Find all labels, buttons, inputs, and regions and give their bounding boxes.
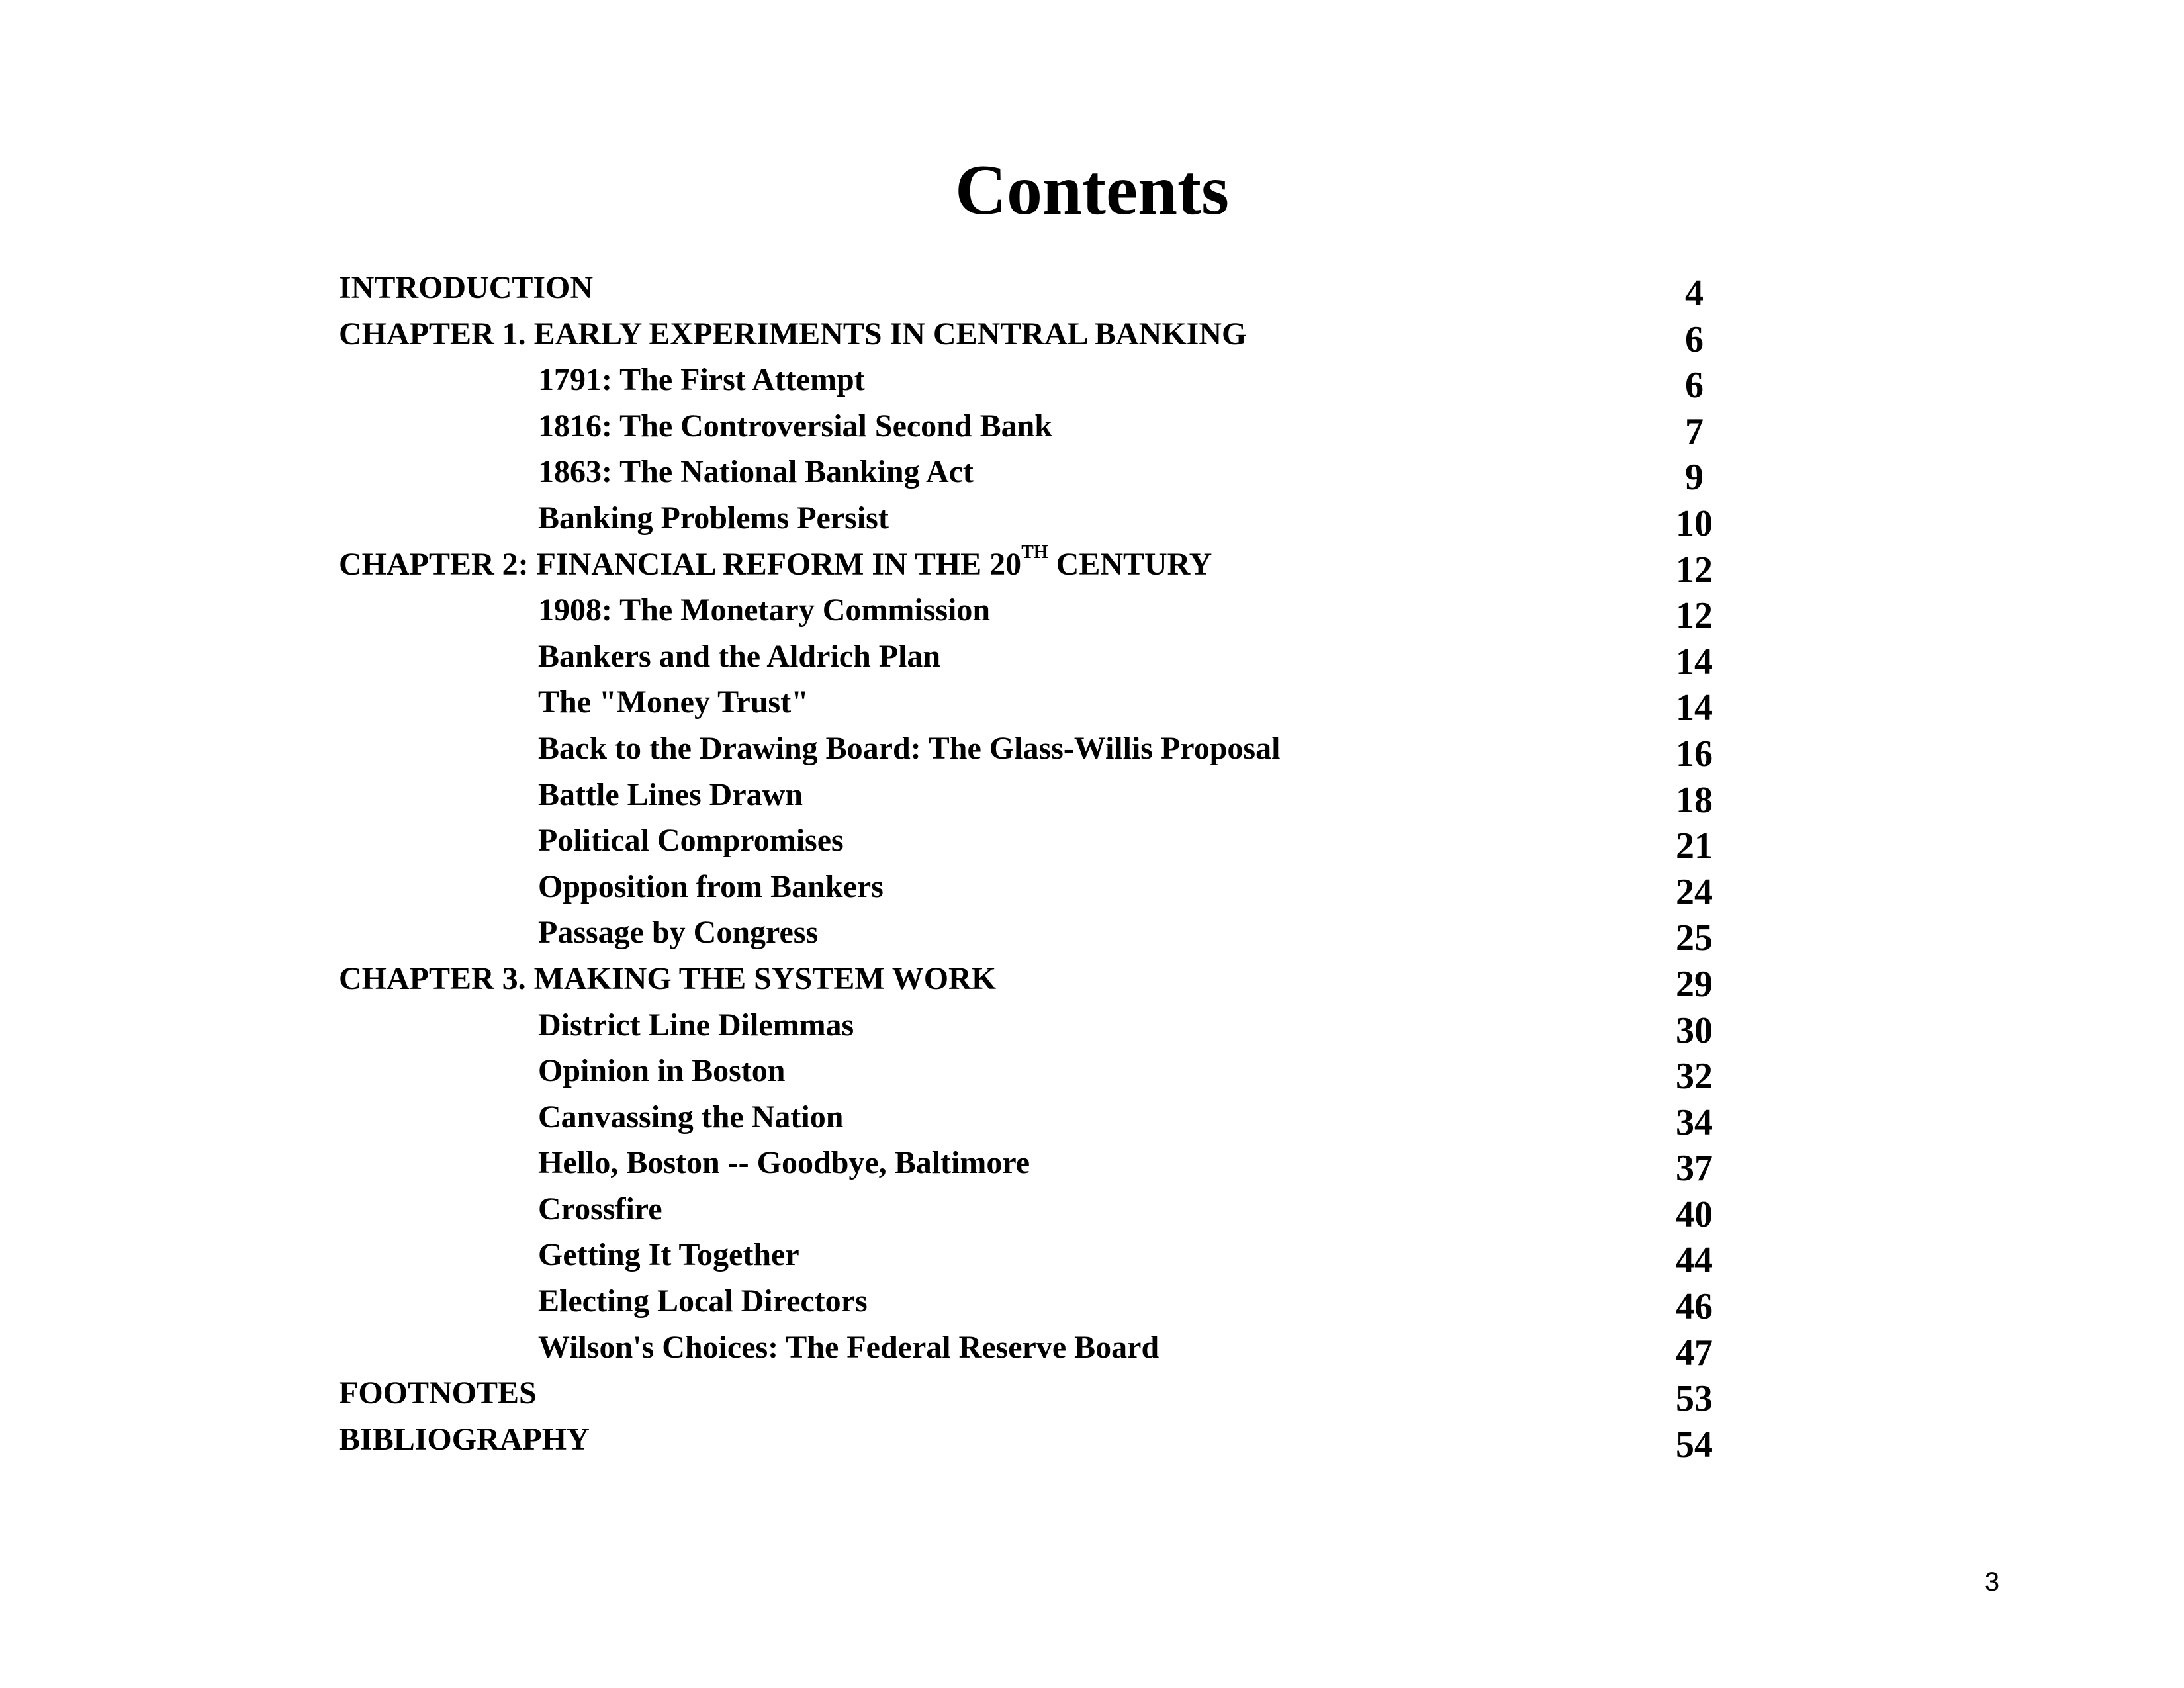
toc-entry [0, 633, 2184, 680]
toc-entry [0, 1002, 2184, 1049]
toc-entry-page-number: 53 [1676, 1378, 1713, 1420]
toc-entry-title-text: The "Money Trust" [538, 684, 809, 720]
toc-entry-title [339, 311, 1246, 357]
toc-entry-page-number: 6 [1685, 318, 1704, 360]
toc-entry-title [538, 495, 889, 541]
toc-entry-title [538, 403, 1052, 449]
toc-entry [0, 1232, 2184, 1282]
toc-entry [0, 818, 2184, 867]
toc-entry-title-text: Banking Problems Persist [538, 500, 889, 536]
toc-entry-title-text: Electing Local Directors [538, 1284, 868, 1319]
toc-entry-title-text: CHAPTER 3. MAKING THE SYSTEM WORK [339, 961, 997, 996]
toc-entry-page-number: 30 [1676, 1009, 1713, 1051]
toc-entry-title [538, 864, 884, 910]
toc-entry-page-number: 21 [1676, 825, 1713, 867]
toc-entry-title-suffix: CENTURY [1048, 546, 1212, 582]
toc-entry-title-text: Canvassing the Nation [538, 1099, 844, 1135]
toc-entry-title-text: BIBLIOGRAPHY [339, 1421, 590, 1457]
toc-entry [0, 1417, 2184, 1466]
toc-entry-title [538, 726, 1280, 772]
toc-entry-title-text: Hello, Boston -- Goodbye, Baltimore [538, 1145, 1030, 1181]
toc-entry-title [538, 818, 844, 864]
toc-entry [0, 956, 2184, 1005]
toc-entry [0, 772, 2184, 821]
toc-entry-page-number: 14 [1676, 641, 1713, 682]
toc-entry-title-text: Opinion in Boston [538, 1053, 786, 1089]
toc-entry-title-superscript: TH [1021, 541, 1048, 563]
toc-entry-title [538, 1002, 854, 1049]
toc-entry-title [538, 1325, 1159, 1371]
toc-entry-page-number: 34 [1676, 1102, 1713, 1143]
toc-entry-page-number: 37 [1676, 1148, 1713, 1190]
toc-entry [0, 403, 2184, 452]
toc-entry-title-text: Crossfire [538, 1191, 662, 1227]
toc-entry-title-text: 1908: The Monetary Commission [538, 592, 991, 628]
toc-entry-title [538, 1278, 868, 1325]
toc-entry-page-number: 32 [1676, 1056, 1713, 1098]
toc-entry [0, 587, 2184, 637]
toc-entry-page-number: 40 [1676, 1194, 1713, 1235]
toc-entry [0, 910, 2184, 959]
toc-entry-title-text: Passage by Congress [538, 915, 819, 951]
toc-entry-title [538, 679, 809, 726]
toc-entry-title-text: Getting It Together [538, 1237, 799, 1273]
toc-entry-title-text: Battle Lines Drawn [538, 776, 803, 812]
toc-entry-page-number: 44 [1676, 1240, 1713, 1282]
toc-entry [0, 1094, 2184, 1141]
toc-entry-title-text: Political Compromises [538, 823, 844, 859]
toc-entry [0, 311, 2184, 360]
toc-entry-page-number: 16 [1676, 733, 1713, 774]
toc-entry-title [538, 449, 974, 495]
toc-entry-title [538, 633, 940, 680]
toc-entry-title [538, 1048, 786, 1094]
toc-entry [0, 679, 2184, 729]
toc-entry-page-number: 14 [1676, 687, 1713, 729]
toc-entry-page-number: 10 [1676, 502, 1713, 544]
toc-entry-title-text: 1791: The First Attempt [538, 362, 865, 398]
toc-entry [0, 495, 2184, 544]
toc-entry [0, 1325, 2184, 1374]
toc-entry [0, 357, 2184, 406]
toc-entry-title [538, 1094, 843, 1141]
toc-entry [0, 449, 2184, 498]
page-title: Contents [954, 151, 1230, 230]
toc-entry [0, 1186, 2184, 1233]
toc-entry [0, 726, 2184, 772]
page-number: 3 [1984, 1568, 2000, 1597]
toc-entry-title [339, 956, 996, 1002]
toc-entry-title-text: Back to the Drawing Board: The Glass-Willis Proposal [538, 730, 1281, 766]
toc-entry-title-text: 1863: The National Banking Act [538, 454, 974, 490]
toc-entry-title [538, 587, 990, 633]
toc-entry-title-text: Wilson's Choices: The Federal Reserve Board [538, 1329, 1160, 1365]
toc-entry-title-text: INTRODUCTION [339, 270, 594, 305]
toc-entry-title [339, 1370, 537, 1417]
toc-entry-title [538, 910, 818, 956]
toc-entry-title [538, 1140, 1030, 1186]
toc-entry [0, 265, 2184, 314]
toc-entry-page-number: 7 [1685, 410, 1704, 452]
toc-entry-page-number: 12 [1676, 549, 1713, 590]
toc-entry [0, 1278, 2184, 1328]
toc-entry-page-number: 25 [1676, 917, 1713, 959]
toc-entry-page-number: 12 [1676, 595, 1713, 637]
toc-entry-page-number: 47 [1676, 1332, 1713, 1374]
toc-entry-title-text: Opposition from Bankers [538, 868, 884, 904]
toc-entry-title-text: 1816: The Controversial Second Bank [538, 408, 1052, 444]
toc-entry-title [339, 1417, 590, 1463]
toc-entry-title-text: CHAPTER 2: FINANCIAL REFORM IN THE 20 [339, 546, 1022, 582]
toc-entry [0, 864, 2184, 913]
toc-entry [0, 1370, 2184, 1420]
toc-entry-title-text: District Line Dilemmas [538, 1007, 854, 1043]
toc-entry-title-text: Bankers and the Aldrich Plan [538, 638, 941, 674]
toc-entry [0, 541, 2184, 588]
toc-entry-title [538, 357, 865, 403]
toc-entry-title [339, 265, 593, 311]
toc-entry-title [538, 1232, 799, 1278]
toc-entry-page-number: 46 [1676, 1286, 1713, 1328]
toc-entry-page-number: 24 [1676, 871, 1713, 913]
table-of-contents [0, 265, 2184, 1466]
toc-entry-title [538, 772, 803, 818]
toc-entry-page-number: 9 [1685, 457, 1704, 498]
toc-entry [0, 1140, 2184, 1190]
toc-entry-title [538, 1186, 662, 1233]
toc-entry-page-number: 4 [1685, 273, 1704, 314]
toc-entry-page-number: 6 [1685, 365, 1704, 406]
toc-entry-page-number: 18 [1676, 779, 1713, 821]
toc-entry-title [339, 541, 1212, 588]
toc-entry-title-text: FOOTNOTES [339, 1376, 537, 1411]
toc-entry-page-number: 29 [1676, 963, 1713, 1005]
toc-entry [0, 1048, 2184, 1098]
toc-entry-page-number: 54 [1676, 1424, 1713, 1466]
toc-entry-title-text: CHAPTER 1. EARLY EXPERIMENTS IN CENTRAL BANKING [339, 316, 1247, 352]
